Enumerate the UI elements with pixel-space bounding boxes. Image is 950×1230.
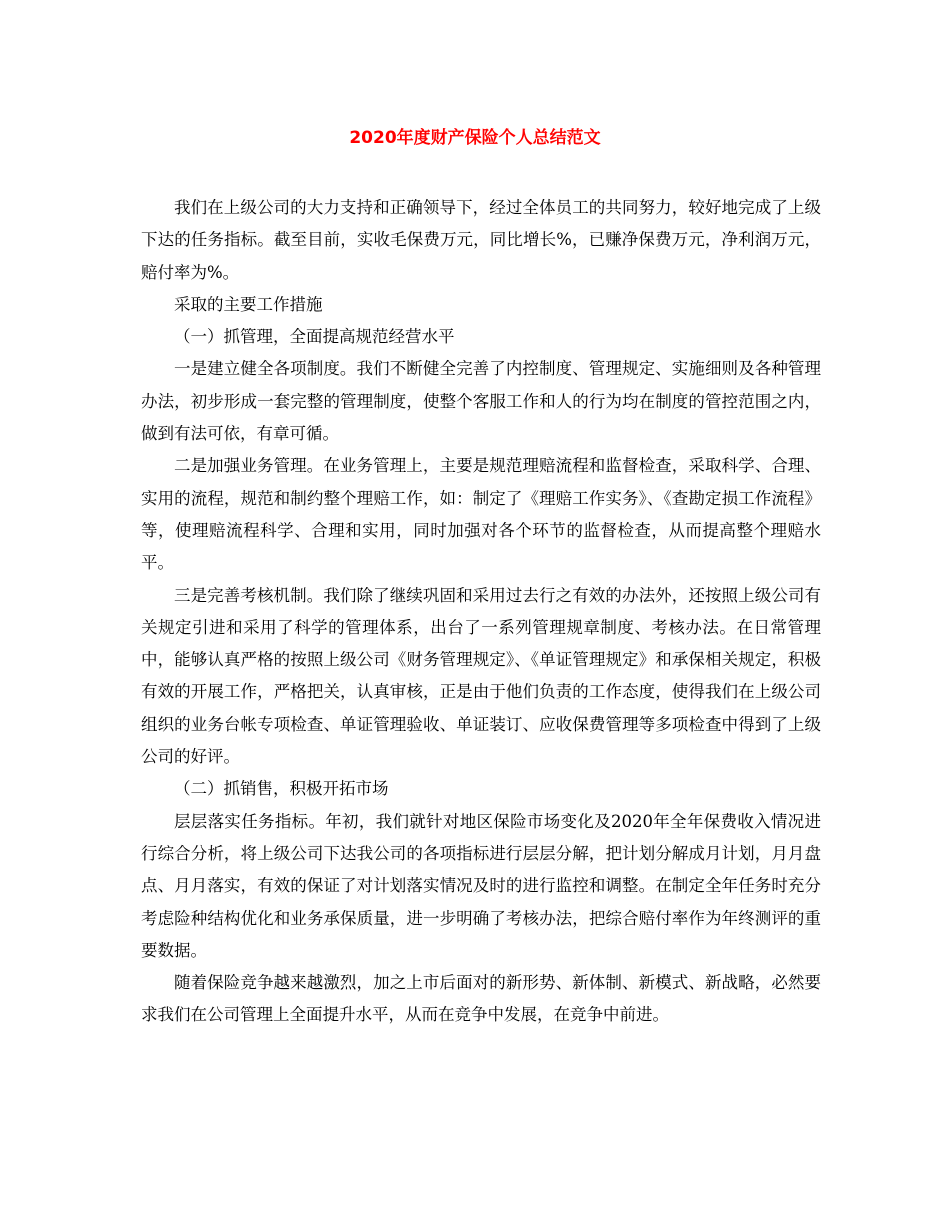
- paragraph-systems: 一是建立健全各项制度。我们不断健全完善了内控制度、管理规定、实施细则及各种管理办法，初步形成一套完整的管理制度，使整个客服工作和人的行为均在制度的管控范围之内，做到有法可依，有章可循。: [141, 359, 821, 444]
- paragraph-assessment: 三是完善考核机制。我们除了继续巩固和采用过去行之有效的办法外，还按照上级公司有关规定引进和采用了科学的管理体系，出台了一系列管理规章制度、考核办法。在日常管理中，能够认真严格的按照上级公司《财务管理规定》、《单证管理规定》和承保相关规定，积极有效的开展工作，严格把关，认真审核，正是由于他们负责的工作态度，使得我们在上级公司组织的业务台帐专项检查、单证管理验收、单证装订、应收保费管理等多项检查中得到了上级公司的好评。: [141, 585, 821, 767]
- section-heading-sales: （二）抓销售，积极开拓市场: [174, 779, 389, 799]
- paragraph-measures-heading: 采取的主要工作措施: [174, 294, 323, 314]
- document-title: 2020年度财产保险个人总结范文: [349, 128, 601, 148]
- document-body: [141, 192, 821, 1032]
- paragraph-targets: 层层落实任务指标。年初，我们就针对地区保险市场变化及2020年全年保费收入情况进行综合分析，将上级公司下达我公司的各项指标进行层层分解，把计划分解成月计划，月月盘点、月月落实，有效的保证了对计划落实情况及时的进行监控和调整。在制定全年任务时充分考虑险种结构优化和业务承保质量，进一步明确了考核办法，把综合赔付率作为年终测评的重要数据。: [141, 811, 821, 960]
- paragraph-intro: 我们在上级公司的大力支持和正确领导下，经过全体员工的共同努力，较好地完成了上级下达的任务指标。截至目前，实收毛保费万元，同比增长%，已赚净保费万元，净利润万元，赔付率为%。: [141, 198, 821, 282]
- paragraph-competition: 随着保险竞争越来越激烈，加之上市后面对的新形势、新体制、新模式、新战略，必然要求我们在公司管理上全面提升水平，从而在竞争中发展，在竞争中前进。: [141, 973, 821, 1025]
- paragraph-business-management: 二是加强业务管理。在业务管理上，主要是规范理赔流程和监督检查，采取科学、合理、实用的流程，规范和制约整个理赔工作，如：制定了《理赔工作实务》、《查勘定损工作流程》等，使理赔流程科学、合理和实用，同时加强对各个环节的监督检查，从而提高整个理赔水平。: [141, 456, 821, 573]
- section-heading-management: （一）抓管理，全面提高规范经营水平: [174, 327, 455, 347]
